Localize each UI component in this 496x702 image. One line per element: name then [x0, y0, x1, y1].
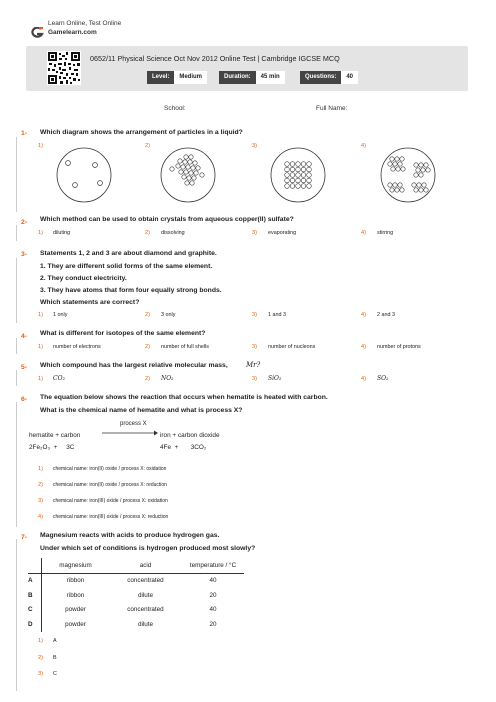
- table-header: temperature / °C: [182, 558, 244, 573]
- option-number[interactable]: 3): [252, 312, 257, 318]
- particle-diagram-mixed[interactable]: [378, 145, 438, 205]
- option-number[interactable]: 4): [361, 230, 366, 236]
- option-text[interactable]: chemical name: iron(III) oxide / process X: oxidation: [53, 498, 168, 504]
- table-cell: 40: [209, 606, 217, 614]
- option-text[interactable]: number of protons: [377, 344, 421, 350]
- question-text: Which compound has the largest relative molecular mass,: [40, 362, 228, 369]
- option-number[interactable]: 3): [252, 230, 257, 236]
- row-key: B: [28, 591, 33, 599]
- option-text[interactable]: evaporating: [268, 230, 297, 236]
- table-row: [28, 588, 244, 603]
- table-header: magnesium: [42, 558, 110, 573]
- option-text[interactable]: CO₂: [53, 375, 65, 382]
- level-value: Medium: [174, 71, 207, 84]
- table-cell: 20: [209, 620, 217, 628]
- option-number[interactable]: 2): [145, 230, 150, 236]
- option-number[interactable]: 2): [38, 655, 43, 661]
- particle: [296, 178, 301, 183]
- particle: [307, 184, 312, 189]
- table-cell: concentrated: [127, 577, 164, 585]
- particle: [307, 162, 312, 167]
- particle: [301, 184, 306, 189]
- option-number[interactable]: 1): [38, 376, 43, 382]
- table-row: [28, 573, 244, 588]
- option-number[interactable]: 2): [145, 312, 150, 318]
- option-text[interactable]: stirring: [377, 230, 394, 236]
- particle: [285, 178, 290, 183]
- equation-words-rhs: iron + carbon dioxide: [160, 432, 220, 439]
- table-row: [28, 617, 244, 632]
- option-text[interactable]: number of electrons: [53, 344, 101, 350]
- conditions-table: [28, 558, 244, 632]
- question-divider: [16, 370, 17, 386]
- option-number[interactable]: 2): [38, 482, 43, 488]
- question-number: 4-: [21, 333, 28, 340]
- statement-1: 1. They are different solid forms of the same element.: [40, 263, 213, 270]
- question-text: Statements 1, 2 and 3 are about diamond and graphite.: [40, 250, 217, 257]
- level-label: Level:: [147, 71, 174, 84]
- option-text[interactable]: number of nucleons: [268, 344, 316, 350]
- particle: [301, 173, 306, 178]
- option-text[interactable]: SiO₂: [268, 375, 282, 382]
- particle: [285, 184, 290, 189]
- questions-value: 40: [341, 71, 358, 84]
- particle: [307, 167, 312, 172]
- question-text-2: Under which set of conditions is hydrogen produced most slowly?: [40, 545, 256, 552]
- table-cell: ribbon: [42, 588, 110, 603]
- option-text[interactable]: 3 only: [161, 312, 176, 318]
- option-number[interactable]: 3): [38, 498, 43, 504]
- particle: [285, 173, 290, 178]
- option-number[interactable]: 1): [38, 312, 43, 318]
- particle: [290, 184, 295, 189]
- question-divider: [16, 225, 17, 241]
- option-text[interactable]: chemical name: iron(II) oxide / process X: reduction: [53, 482, 167, 488]
- table-cell: ribbon: [42, 573, 110, 588]
- particle: [296, 173, 301, 178]
- option-number[interactable]: 4): [38, 514, 43, 520]
- statement-3: 3. They have atoms that form four equally strong bonds.: [40, 287, 222, 294]
- table-cell: 40: [209, 577, 217, 585]
- option-number[interactable]: 1): [38, 230, 43, 236]
- question-text-2: What is the chemical name of hematite and what is process X?: [40, 407, 243, 414]
- option-text[interactable]: A: [53, 638, 57, 644]
- row-key: C: [28, 606, 33, 614]
- statement-2: 2. They conduct electricity.: [40, 275, 127, 282]
- option-number[interactable]: 1): [38, 143, 43, 149]
- duration-tag: [219, 71, 285, 84]
- question-text: The equation below shows the reaction that occurs when hematite is heated with carbon.: [40, 394, 328, 401]
- particle: [290, 167, 295, 172]
- particle: [307, 178, 312, 183]
- question-number: 1-: [21, 130, 28, 137]
- table-header-row: [28, 558, 244, 573]
- particle: [290, 178, 295, 183]
- particle: [296, 167, 301, 172]
- full-name-field-label[interactable]: Full Name:: [316, 105, 348, 112]
- question-number: 6-: [21, 396, 28, 403]
- question-text: Which diagram shows the arrangement of particles in a liquid?: [40, 129, 243, 136]
- option-number[interactable]: 3): [252, 143, 257, 149]
- question-divider: [16, 258, 17, 323]
- test-title: 0652/11 Physical Science Oct Nov 2012 Online Test | Cambridge IGCSE MCQ: [90, 54, 340, 63]
- table-header: acid: [109, 558, 182, 573]
- particle: [301, 162, 306, 167]
- table-cell: dilute: [137, 591, 154, 599]
- question-number: 5-: [21, 364, 28, 371]
- option-text[interactable]: dissolving: [161, 230, 185, 236]
- test-header: [26, 46, 468, 91]
- brand-tagline: Learn Online, Test Online: [48, 20, 122, 27]
- reaction-arrow-icon: [100, 429, 160, 437]
- particle-diagram-gas[interactable]: [54, 145, 114, 205]
- process-label: process X: [120, 421, 147, 427]
- option-text[interactable]: SO₂: [377, 375, 389, 382]
- questions-tag: [300, 71, 358, 84]
- particle: [307, 173, 312, 178]
- option-number[interactable]: 4): [361, 312, 366, 318]
- particle-diagram-liquid[interactable]: [158, 145, 218, 205]
- row-key: D: [28, 620, 33, 628]
- table-cell: powder: [42, 603, 110, 618]
- equation-words-lhs: hematite + carbon: [29, 432, 81, 439]
- option-number[interactable]: 4): [361, 143, 366, 149]
- particle: [290, 162, 295, 167]
- particle: [296, 162, 301, 167]
- particle: [285, 162, 290, 167]
- particle: [290, 173, 295, 178]
- question-number: 3-: [21, 251, 28, 258]
- table-row: [28, 603, 244, 618]
- option-number[interactable]: 1): [38, 344, 43, 350]
- option-number[interactable]: 3): [252, 376, 257, 382]
- duration-label: Duration:: [219, 71, 256, 84]
- brand-site-link[interactable]: Gamelearn.com: [48, 29, 97, 36]
- question-prompt: Which statements are correct?: [40, 299, 140, 306]
- question-divider: [16, 539, 17, 691]
- table-cell: dilute: [137, 620, 154, 628]
- particle-diagram-solid[interactable]: [268, 145, 328, 205]
- question-number: 7-: [21, 534, 28, 541]
- question-text: What is different for isotopes of the same element?: [40, 330, 206, 337]
- question-number: 2-: [21, 219, 28, 226]
- duration-value: 45 min: [256, 71, 285, 84]
- option-text[interactable]: NO₂: [161, 375, 174, 382]
- gamelearn-logo-icon: [30, 27, 44, 38]
- table-cell: powder: [42, 617, 110, 632]
- equation-symbols-lhs: 2Fe₂O₃ + 3C: [29, 444, 75, 451]
- option-number[interactable]: 1): [38, 638, 43, 644]
- option-number[interactable]: 2): [145, 376, 150, 382]
- option-number[interactable]: 4): [361, 376, 366, 382]
- questions-label: Questions:: [300, 71, 341, 84]
- particle: [296, 184, 301, 189]
- option-text[interactable]: chemical name: iron(II) oxide / process X: oxidation: [53, 466, 167, 472]
- particle: [285, 167, 290, 172]
- option-number[interactable]: 2): [145, 344, 150, 350]
- option-number[interactable]: 2): [145, 143, 150, 149]
- option-text[interactable]: diluting: [53, 230, 71, 236]
- option-number[interactable]: 3): [252, 344, 257, 350]
- equation-symbols-rhs: 4Fe + 3CO₂: [160, 444, 207, 451]
- question-text: Which method can be used to obtain crystals from aqueous copper(II) sulfate?: [40, 216, 294, 223]
- option-text[interactable]: C: [53, 671, 57, 677]
- option-text[interactable]: 2 and 3: [377, 312, 395, 318]
- question-divider: [16, 402, 17, 527]
- school-field-label[interactable]: School:: [164, 105, 186, 112]
- option-number[interactable]: 3): [38, 671, 43, 677]
- question-text: Magnesium reacts with acids to produce hydrogen gas.: [40, 532, 220, 539]
- level-tag: [147, 71, 207, 84]
- option-number[interactable]: 1): [38, 466, 43, 472]
- table-cell: 20: [209, 591, 217, 599]
- question-divider: [16, 137, 17, 212]
- option-text[interactable]: B: [53, 655, 57, 661]
- particle: [301, 178, 306, 183]
- option-number[interactable]: 4): [361, 344, 366, 350]
- option-text[interactable]: 1 only: [53, 312, 68, 318]
- particle: [301, 167, 306, 172]
- row-key: A: [28, 577, 33, 585]
- option-text[interactable]: number of full shells: [161, 344, 209, 350]
- mr-symbol: Mr?: [246, 361, 261, 369]
- option-text[interactable]: 1 and 3: [268, 312, 286, 318]
- qr-code-icon: [47, 51, 81, 85]
- question-divider: [16, 338, 17, 354]
- option-text[interactable]: chemical name: iron(III) oxide / process X: reduction: [53, 514, 169, 520]
- table-cell: concentrated: [127, 606, 164, 614]
